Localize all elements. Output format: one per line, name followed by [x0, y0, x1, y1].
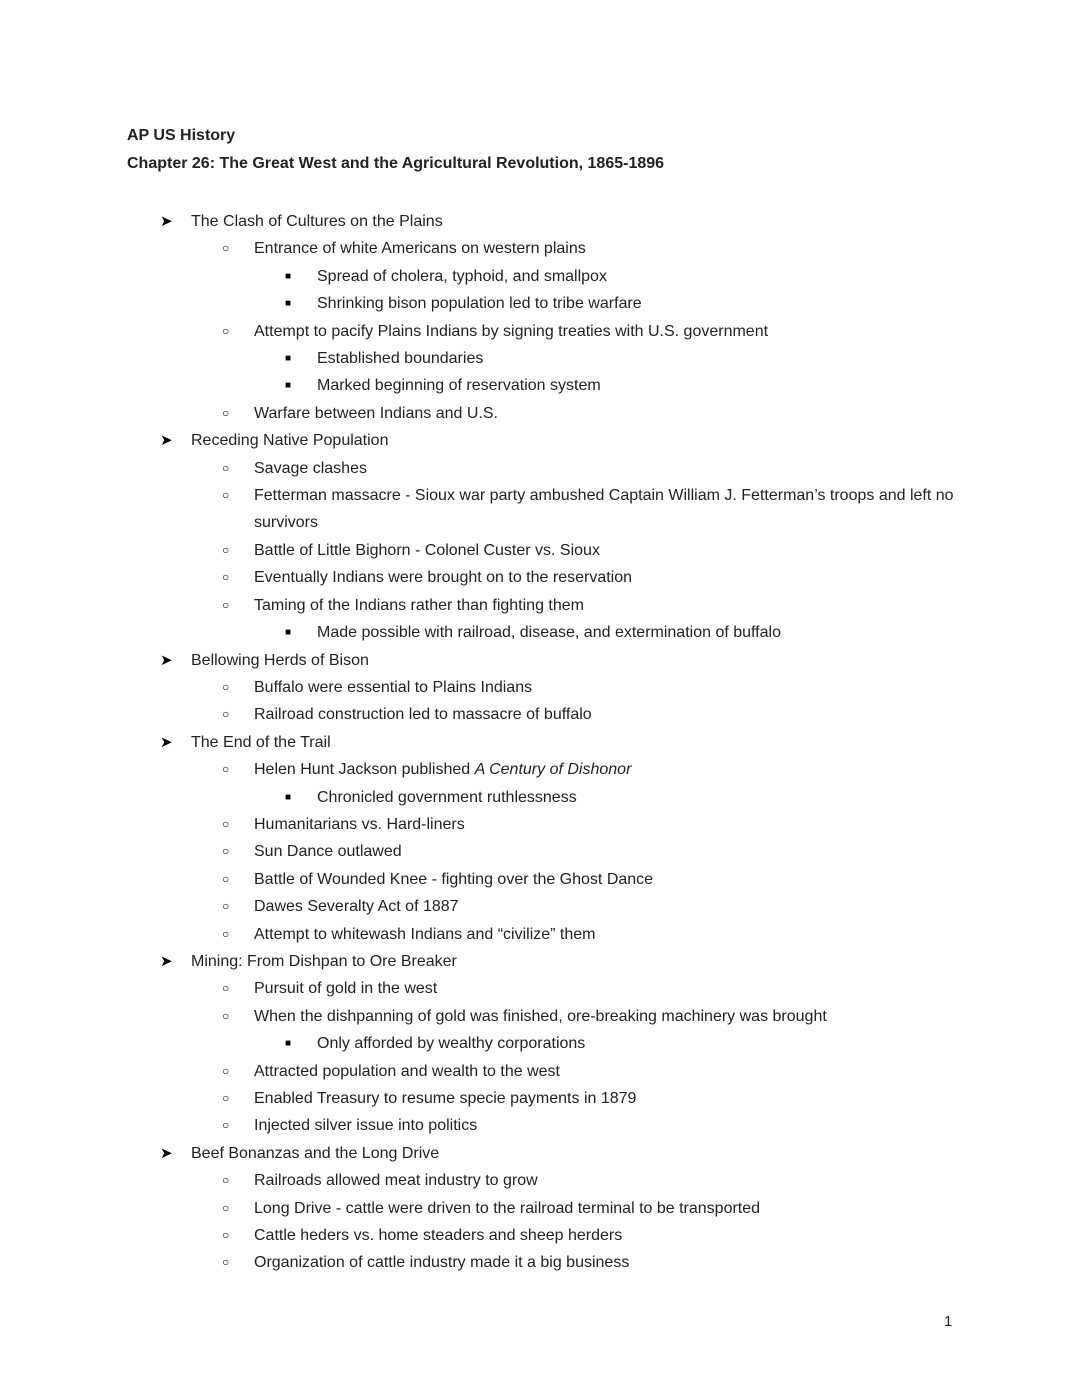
outline-item-text: Railroad construction led to massacre of buffalo [254, 706, 592, 724]
circle-bullet-icon: ○ [222, 460, 230, 475]
outline-item-text: Pursuit of gold in the west [254, 980, 438, 998]
outline-item-text: Sun Dance outlawed [254, 843, 402, 861]
circle-bullet-icon: ○ [222, 871, 230, 886]
circle-bullet-icon: ○ [222, 1255, 230, 1270]
outline-item-level-2 [0, 838, 1080, 865]
chapter-title: Chapter 26: The Great West and the Agricultural Revolution, 1865-1896 [127, 155, 665, 172]
circle-bullet-icon: ○ [222, 926, 230, 941]
square-bullet-icon: ■ [285, 1038, 292, 1050]
arrow-bullet-icon: ➤ [160, 213, 173, 230]
outline-item-level-2 [0, 866, 1080, 893]
circle-bullet-icon: ○ [222, 1173, 230, 1188]
outline-item-text: Entrance of white Americans on western plains [254, 240, 586, 258]
outline-item-level-2 [0, 1003, 1080, 1030]
square-bullet-icon: ■ [285, 380, 292, 392]
circle-bullet-icon: ○ [222, 1200, 230, 1215]
outline-item-level-2 [0, 1222, 1080, 1249]
square-bullet-icon: ■ [285, 627, 292, 639]
outline-item-level-2 [0, 318, 1080, 345]
outline-item-text: Marked beginning of reservation system [317, 377, 601, 395]
outline-item-text: Dawes Severalty Act of 1887 [254, 898, 459, 916]
outline-item-text: Attempt to pacify Plains Indians by signing treaties with U.S. government [254, 322, 769, 340]
square-bullet-icon: ■ [285, 270, 292, 282]
outline-item-level-2 [0, 455, 1080, 482]
outline-item-level-2 [0, 1112, 1080, 1139]
arrow-bullet-icon: ➤ [160, 1144, 173, 1162]
outline-item-level-3 [0, 263, 1080, 290]
outline-item-level-1 [0, 948, 1080, 975]
arrow-bullet-icon: ➤ [160, 733, 173, 751]
outline-item-level-1 [0, 208, 1080, 235]
circle-bullet-icon: ○ [222, 899, 230, 914]
outline-item-level-2 [0, 564, 1080, 591]
outline-item-text: Injected silver issue into politics [254, 1117, 478, 1135]
outline-item-text: Attempt to whitewash Indians and “civilize” them [254, 925, 596, 943]
outline-item-level-1 [0, 1140, 1080, 1167]
circle-bullet-icon: ○ [222, 707, 230, 722]
circle-bullet-icon: ○ [222, 679, 230, 694]
outline-item-text: Chronicled government ruthlessness [317, 788, 577, 806]
outline-item-text: Helen Hunt Jackson published A Century of Dishonor [254, 761, 632, 779]
square-bullet-icon: ■ [285, 298, 292, 310]
outline-item-text: Buffalo were essential to Plains Indians [254, 678, 533, 696]
course-title: AP US History [127, 127, 236, 144]
circle-bullet-icon: ○ [222, 488, 230, 503]
outline-item-level-3 [0, 290, 1080, 317]
circle-bullet-icon: ○ [222, 1228, 230, 1243]
circle-bullet-icon: ○ [222, 762, 230, 777]
outline-item-text: Attracted population and wealth to the west [254, 1062, 560, 1080]
outline-item-text: When the dishpanning of gold was finished, ore-breaking machinery was brought [254, 1007, 827, 1025]
outline-item-text: Beef Bonanzas and the Long Drive [191, 1144, 440, 1162]
outline-item-text: Spread of cholera, typhoid, and smallpox [317, 267, 607, 285]
outline-item-level-2 [0, 756, 1080, 783]
page-number: 1 [944, 1313, 953, 1330]
outline-item-level-2 [0, 235, 1080, 262]
arrow-bullet-icon: ➤ [160, 432, 173, 450]
circle-bullet-icon: ○ [222, 241, 230, 256]
outline-item-level-2 [0, 1085, 1080, 1112]
outline-item-level-2 [0, 1058, 1080, 1085]
square-bullet-icon: ■ [285, 353, 292, 365]
outline-item-text: The End of the Trail [191, 733, 331, 751]
outline-item-level-2 [0, 537, 1080, 564]
outline-item-text: Mining: From Dishpan to Ore Breaker [191, 952, 457, 970]
square-bullet-icon: ■ [285, 791, 292, 803]
outline-item-level-3 [0, 619, 1080, 646]
outline-item-text: Taming of the Indians rather than fighting them [254, 596, 584, 614]
outline-item-text: Savage clashes [254, 459, 367, 477]
outline-item-text: Bellowing Herds of Bison [191, 651, 369, 669]
circle-bullet-icon: ○ [222, 981, 230, 996]
arrow-bullet-icon: ➤ [160, 952, 173, 970]
circle-bullet-icon: ○ [222, 405, 230, 420]
circle-bullet-icon: ○ [222, 323, 230, 338]
circle-bullet-icon: ○ [222, 597, 230, 612]
outline-item-level-3 [0, 372, 1080, 399]
outline-item-level-1 [0, 729, 1080, 756]
outline-item-text: Organization of cattle industry made it a big business [254, 1254, 630, 1272]
outline-item-level-3 [0, 784, 1080, 811]
outline-item-text: Railroads allowed meat industry to grow [254, 1172, 538, 1190]
circle-bullet-icon: ○ [222, 1008, 230, 1023]
outline-item-level-2 [0, 893, 1080, 920]
outline-list [0, 208, 1080, 1277]
outline-item-level-1 [0, 647, 1080, 674]
outline-item-text: Battle of Little Bighorn - Colonel Custer vs. Sioux [254, 541, 600, 559]
circle-bullet-icon: ○ [222, 542, 230, 557]
circle-bullet-icon: ○ [222, 1091, 230, 1105]
outline-item-level-2 [0, 482, 1080, 537]
book-title: A Century of Dishonor [474, 761, 632, 779]
outline-item-level-2 [0, 921, 1080, 948]
outline-item-text: Fetterman massacre - Sioux war party ambushed Captain William J. Fetterman’s troops and left no survivors [254, 487, 954, 532]
outline-item-text: Shrinking bison population led to tribe warfare [317, 295, 642, 313]
outline-item-level-1 [0, 427, 1080, 454]
arrow-bullet-icon: ➤ [160, 651, 173, 669]
circle-bullet-icon: ○ [222, 816, 230, 831]
outline-item-text: Eventually Indians were brought on to the reservation [254, 569, 633, 587]
outline-item-text: Battle of Wounded Knee - fighting over the Ghost Dance [254, 870, 654, 888]
outline-item-level-2 [0, 975, 1080, 1002]
outline-item-level-2 [0, 811, 1080, 838]
outline-item-text: Receding Native Population [191, 432, 389, 450]
outline-item-level-2 [0, 701, 1080, 728]
outline-item-text: Enabled Treasury to resume specie payments in 1879 [254, 1090, 637, 1107]
outline-item-text: Made possible with railroad, disease, and extermination of buffalo [317, 624, 781, 642]
circle-bullet-icon: ○ [222, 1118, 230, 1133]
circle-bullet-icon: ○ [222, 570, 230, 585]
outline-item-text: Only afforded by wealthy corporations [317, 1035, 586, 1053]
outline-item-level-2 [0, 1195, 1080, 1222]
circle-bullet-icon: ○ [222, 1063, 230, 1078]
outline-item-text: Cattle heders vs. home steaders and sheep herders [254, 1227, 623, 1245]
outline-item-level-2 [0, 1167, 1080, 1194]
outline-item-level-2 [0, 400, 1080, 427]
outline-item-level-2 [0, 674, 1080, 701]
outline-item-text: Long Drive - cattle were driven to the railroad terminal to be transported [254, 1199, 761, 1217]
outline-item-level-2 [0, 1249, 1080, 1276]
outline-item-text: The Clash of Cultures on the Plains [191, 213, 443, 230]
outline-item-level-3 [0, 1030, 1080, 1057]
outline-item-text: Warfare between Indians and U.S. [254, 404, 498, 422]
outline-item-level-3 [0, 345, 1080, 372]
outline-item-text: Humanitarians vs. Hard-liners [254, 815, 465, 833]
outline-item-level-2 [0, 592, 1080, 619]
outline-item-text: Established boundaries [317, 350, 484, 368]
circle-bullet-icon: ○ [222, 844, 230, 859]
